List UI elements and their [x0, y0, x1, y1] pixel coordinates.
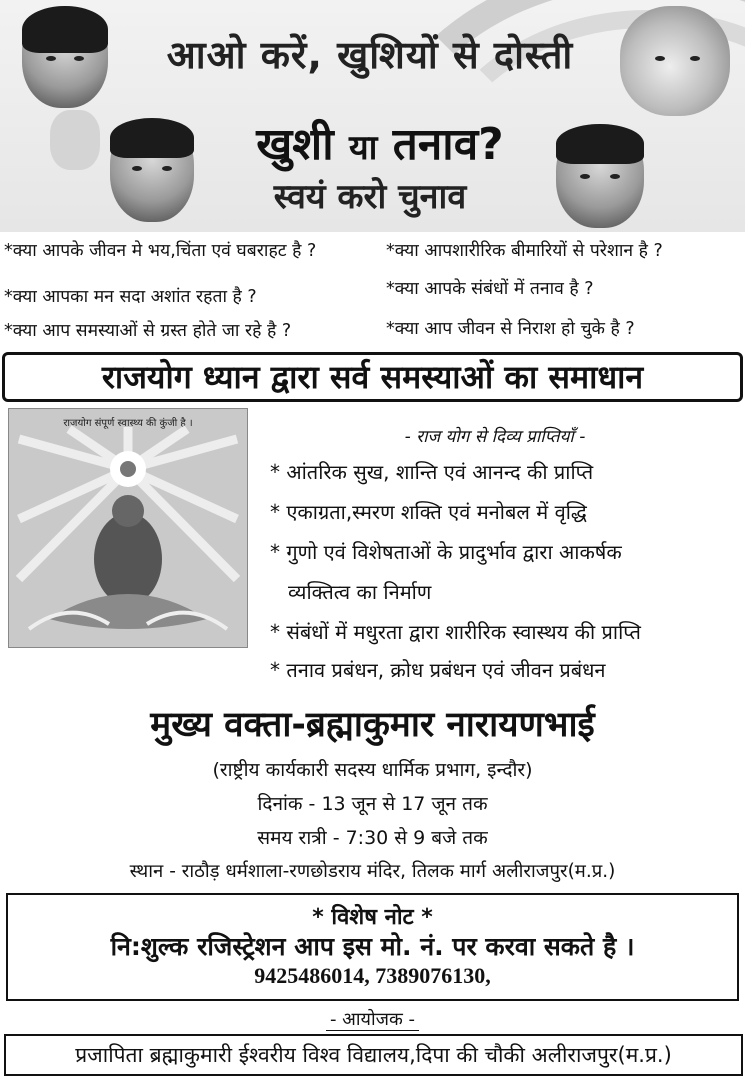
question-right-2: *क्या आपके संबंधों में तनाव है ? [386, 279, 594, 299]
benefit-item-4: * संबंधों में मधुरता द्वारा शारीरिक स्वास्थय की प्राप्ति [270, 620, 641, 644]
question-left-3: *क्या आप समस्याओं से ग्रस्त होते जा रहे है ? [4, 321, 292, 341]
organizer-label [0, 1007, 745, 1031]
benefit-item-3-cont: व्यक्तित्व का निर्माण [288, 580, 432, 604]
special-note-box [6, 893, 739, 1001]
event-venue: स्थान - राठौड़ धर्मशाला-रणछोडराय मंदिर, तिलक मार्ग अलीराजपुर(म.प्र.) [129, 861, 616, 882]
organizer-box [4, 1034, 743, 1076]
image-caption: राजयोग संपूर्ण स्वास्थ्य की कुंजी है । [63, 418, 193, 429]
organizer-label-text: - आयोजक - [326, 1009, 419, 1031]
benefit-item-2: * एकाग्रता,स्मरण शक्ति एवं मनोबल में वृद्धि [270, 500, 587, 524]
question-right-3: *क्या आप जीवन से निराश हो चुके है ? [386, 319, 635, 339]
header-tagline: आओ करें, खुशियों से दोस्ती [166, 33, 574, 77]
event-dates: दिनांक - 13 जून से 17 जून तक [257, 793, 488, 815]
speaker-name: मुख्य वक्ता-ब्रह्माकुमार नारायणभाई [150, 705, 595, 745]
benefits-title: - राज योग से दिव्य प्राप्तियाँ - [404, 427, 586, 447]
benefit-item-5: * तनाव प्रबंधन, क्रोध प्रबंधन एवं जीवन प्रबंधन [270, 658, 606, 682]
special-note-title: * विशेष नोट * [312, 905, 433, 930]
question-left-2: *क्या आपका मन सदा अशांत रहता है ? [4, 287, 257, 307]
contact-phones: 9425486014, 7389076130, [254, 963, 491, 988]
header-subline: स्वयं करो चुनाव [273, 177, 467, 217]
man-photo-left [110, 118, 194, 222]
solution-banner [2, 352, 743, 402]
header-banner [0, 0, 745, 232]
registration-note: नि:शुल्क रजिस्ट्रेशन आप इस मो. नं. पर करवा सकते है । [110, 932, 635, 961]
question-left-1: *क्या आपके जीवन मे भय,चिंता एवं घबराहट है ? [4, 241, 317, 261]
child-photo-right [620, 6, 730, 116]
event-time: समय रात्री - 7:30 से 9 बजे तक [257, 827, 488, 849]
organizer-name: प्रजापिता ब्रह्माकुमारी ईश्वरीय विश्व विद्यालय,दिपा की चौकी अलीराजपुर(म.प्र.) [75, 1043, 672, 1067]
header-headline [190, 112, 570, 172]
benefit-item-1: * आंतरिक सुख, शान्ति एवं आनन्द की प्राप्ति [270, 460, 594, 484]
headline-word-happiness: खुशी [256, 119, 334, 170]
meditation-illustration [9, 409, 247, 647]
benefit-item-3: * गुणो एवं विशेषताओं के प्रादुर्भाव द्वारा आकर्षक [270, 540, 622, 564]
headline-word-stress: तनाव? [392, 119, 504, 170]
child-photo-left [22, 6, 108, 108]
headline-word-or: या [348, 128, 378, 168]
speaker-role: (राष्ट्रीय कार्यकारी सदस्य धार्मिक प्रभाग, इन्दौर) [212, 759, 533, 781]
meditation-image [8, 408, 248, 648]
question-right-1: *क्या आपशारीरिक बीमारियों से परेशान है ? [386, 241, 663, 261]
solution-banner-text: राजयोग ध्यान द्वारा सर्व समस्याओं का समाधान [101, 358, 644, 396]
flower-shape [50, 110, 100, 170]
